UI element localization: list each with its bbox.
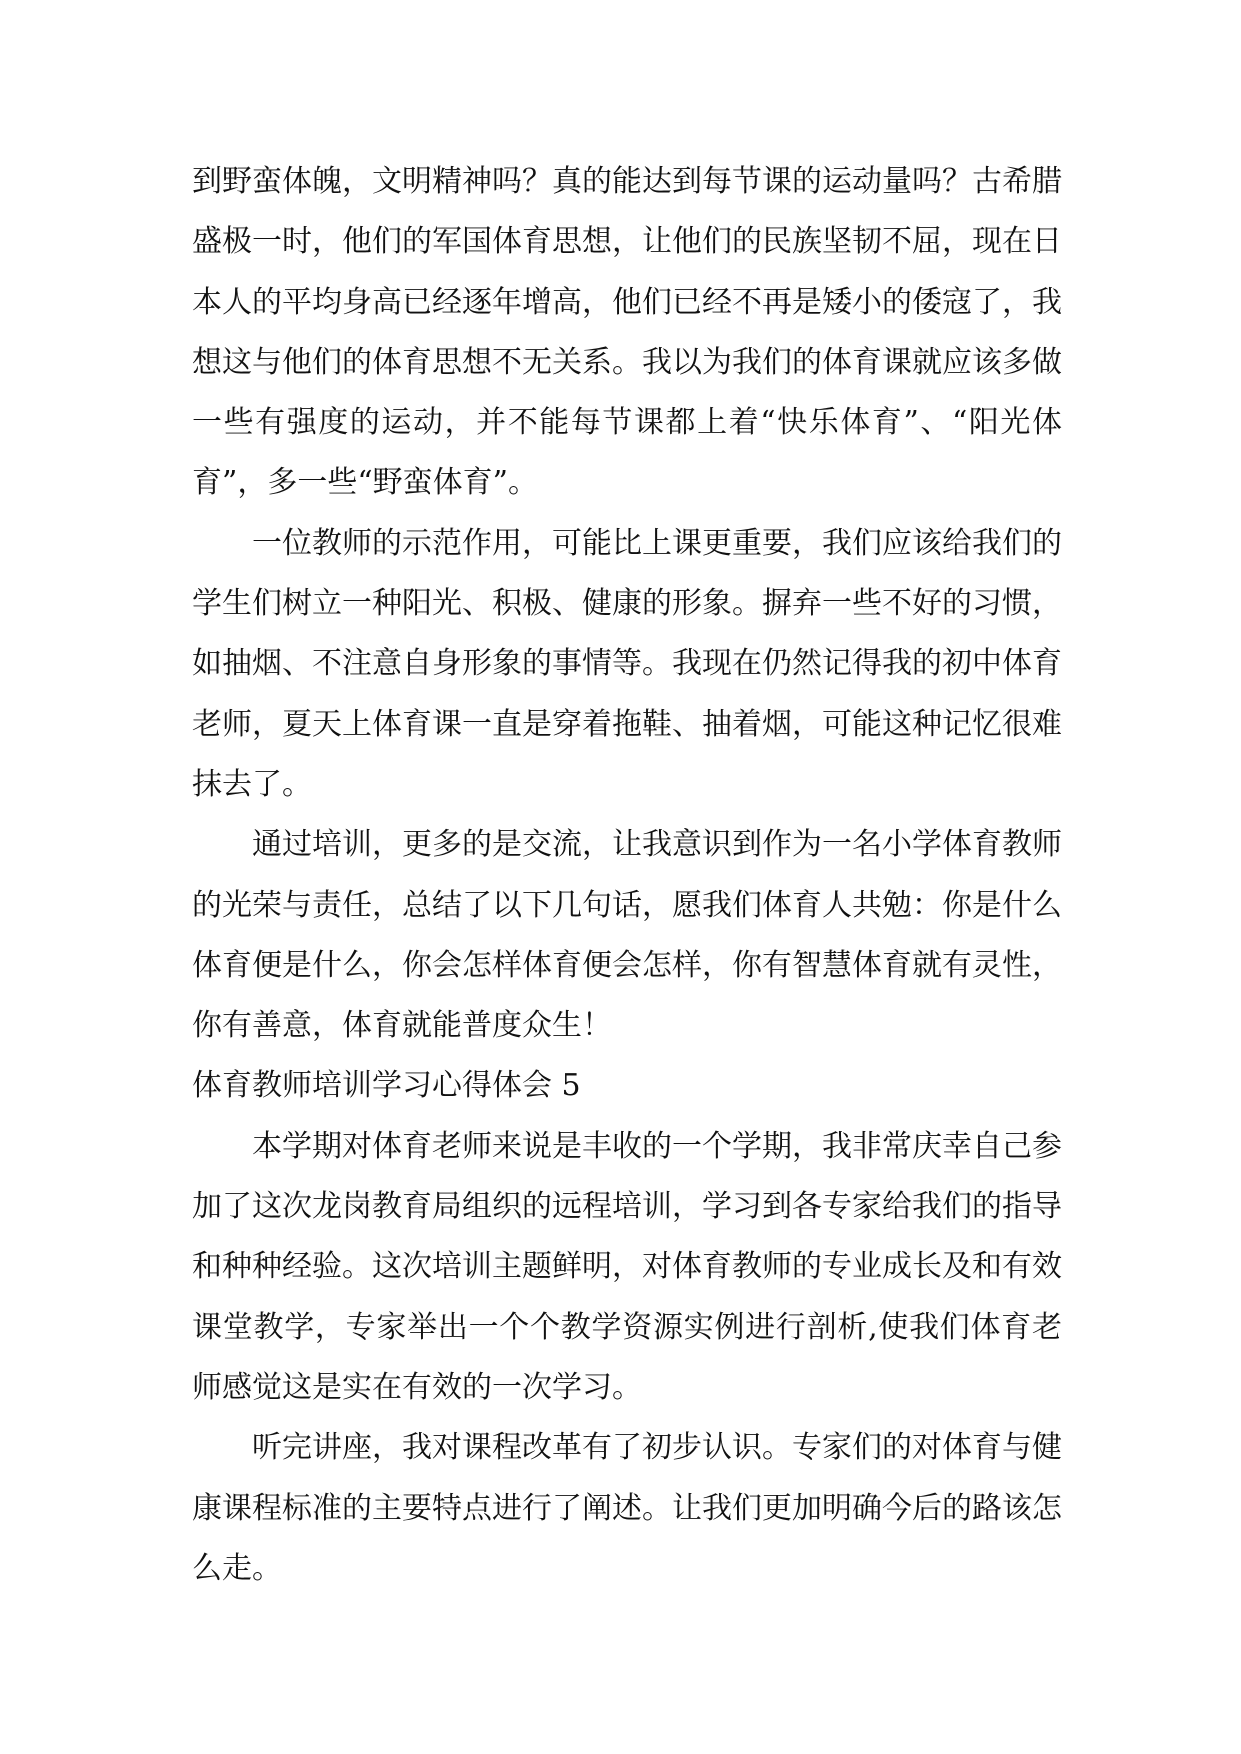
paragraph-lecture-reflection: 听完讲座，我对课程改革有了初步认识。专家们的对体育与健康课程标准的主要特点进行了阐述。让我们更加明确今后的路该怎么走。: [192, 1430, 1062, 1586]
paragraph-training-summary: 通过培训，更多的是交流，让我意识到作为一名小学体育教师的光荣与责任，总结了以下几句话，愿我们体育人共勉：你是什么体育便是什么，你会怎样体育便会怎样，你有智慧体育就有灵性，你有善意，体育就能普度众生！: [192, 827, 1062, 1044]
section-heading: 体育教师培训学习心得体会 5: [192, 1068, 581, 1104]
document-body: [192, 152, 1062, 1599]
paragraph-continuation: 到野蛮体魄，文明精神吗？真的能达到每节课的运动量吗？古希腊盛极一时，他们的军国体育思想，让他们的民族坚韧不屈，现在日本人的平均身高已经逐年增高，他们已经不再是矮小的倭寇了，我想这与他们的体育思想不无关系。我以为我们的体育课就应该多做一些有强度的运动，并不能每节课都上着“快乐体育”、“阳光体育”，多一些“野蛮体育”。: [192, 164, 1062, 501]
paragraph-teacher-example: 一位教师的示范作用，可能比上课更重要，我们应该给我们的学生们树立一种阳光、积极、健康的形象。摒弃一些不好的习惯，如抽烟、不注意自身形象的事情等。我现在仍然记得我的初中体育老师，夏天上体育课一直是穿着拖鞋、抽着烟，可能这种记忆很难抹去了。: [192, 525, 1062, 802]
paragraph-semester-reflection: 本学期对体育老师来说是丰收的一个学期，我非常庆幸自己参加了这次龙岗教育局组织的远程培训，学习到各专家给我们的指导和种种经验。这次培训主题鲜明，对体育教师的专业成长及和有效课堂教学，专家举出一个个教学资源实例进行剖析,使我们体育老师感觉这是实在有效的一次学习。: [192, 1128, 1062, 1405]
